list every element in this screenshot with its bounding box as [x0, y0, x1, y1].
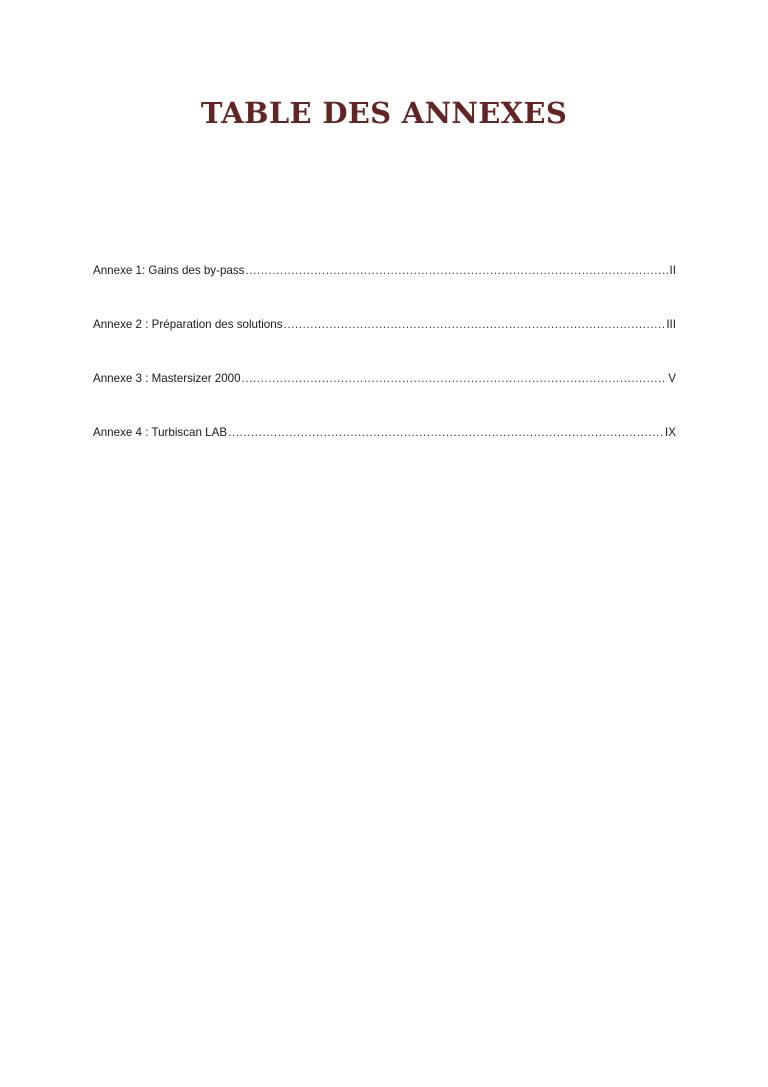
toc-entry-page-number: IX — [665, 426, 676, 439]
toc-entry-annexe-2[interactable] — [93, 317, 676, 333]
toc-entry-page-number: II — [669, 264, 676, 277]
toc-entry-annexe-4[interactable] — [93, 425, 676, 441]
dot-leader — [245, 263, 668, 279]
toc-entry-page-number: III — [666, 318, 676, 331]
dot-leader — [284, 317, 666, 333]
toc-entry-page-number: V — [668, 372, 676, 385]
toc-entry-label: Annexe 4 : Turbiscan LAB — [93, 426, 228, 439]
toc-entry-label: Annexe 2 : Préparation des solutions — [93, 318, 283, 331]
table-of-contents — [93, 263, 676, 479]
toc-entry-annexe-1[interactable] — [93, 263, 676, 279]
dot-leader — [242, 371, 668, 387]
toc-entry-label: Annexe 1: Gains des by-pass — [93, 264, 245, 277]
toc-entry-annexe-3[interactable] — [93, 371, 676, 387]
dot-leader — [228, 425, 664, 441]
toc-entry-label: Annexe 3 : Mastersizer 2000 — [93, 372, 241, 385]
page-title: TABLE DES ANNEXES — [200, 96, 568, 130]
